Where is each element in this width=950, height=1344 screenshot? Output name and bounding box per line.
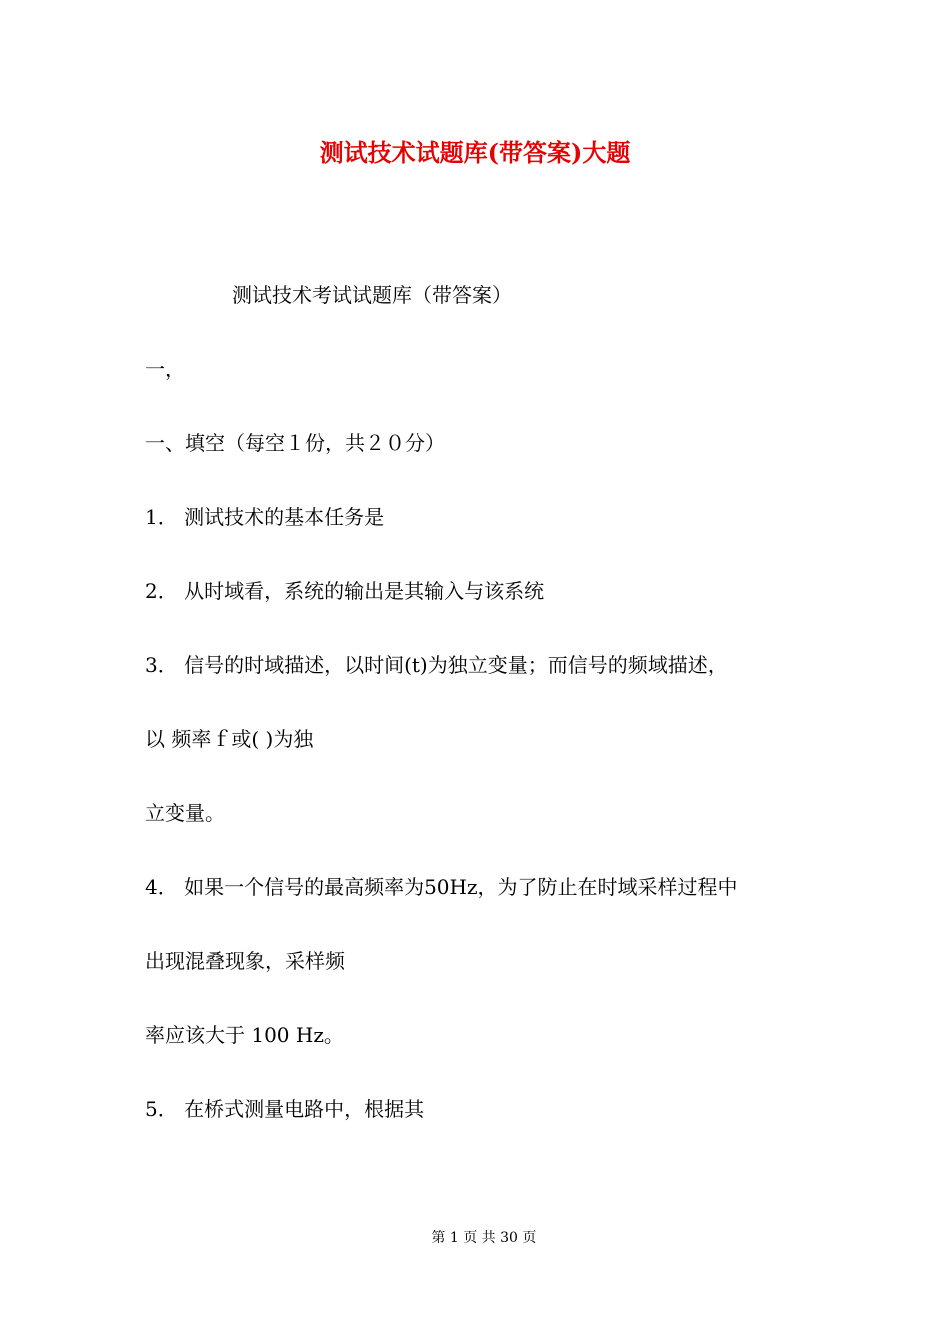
question-4-line-3: 率应该大于 100 Hz。 (145, 1023, 344, 1047)
paragraph-line-1: 一， (145, 357, 185, 381)
page-title: 测试技术试题库(带答案)大题 (319, 138, 631, 167)
question-1: 1． 测试技术的基本任务是 (145, 505, 385, 529)
question-5: 5． 在桥式测量电路中，根据其 (145, 1097, 425, 1121)
question-3-line-3: 立变量。 (145, 801, 225, 825)
page-footer (0, 1208, 950, 1268)
question-3-line-1: 3． 信号的时域描述，以时间(t)为独立变量；而信号的频域描述， (145, 653, 728, 677)
page-number: 第 1 页 共 30 页 (431, 1230, 537, 1246)
question-4-line-2: 出现混叠现象，采样频 (145, 949, 345, 973)
document-subtitle: 测试技术考试试题库（带答案） (232, 283, 512, 307)
section-heading-fill-blank: 一、填空（每空１份，共２０分） (145, 431, 445, 455)
question-2: 2． 从时域看，系统的输出是其输入与该系统 (145, 579, 545, 603)
question-3-line-2: 以 频率ｆ或( )为独 (145, 727, 314, 751)
question-4-line-1: 4． 如果一个信号的最高频率为50Hz，为了防止在时域采样过程中 (145, 875, 738, 899)
